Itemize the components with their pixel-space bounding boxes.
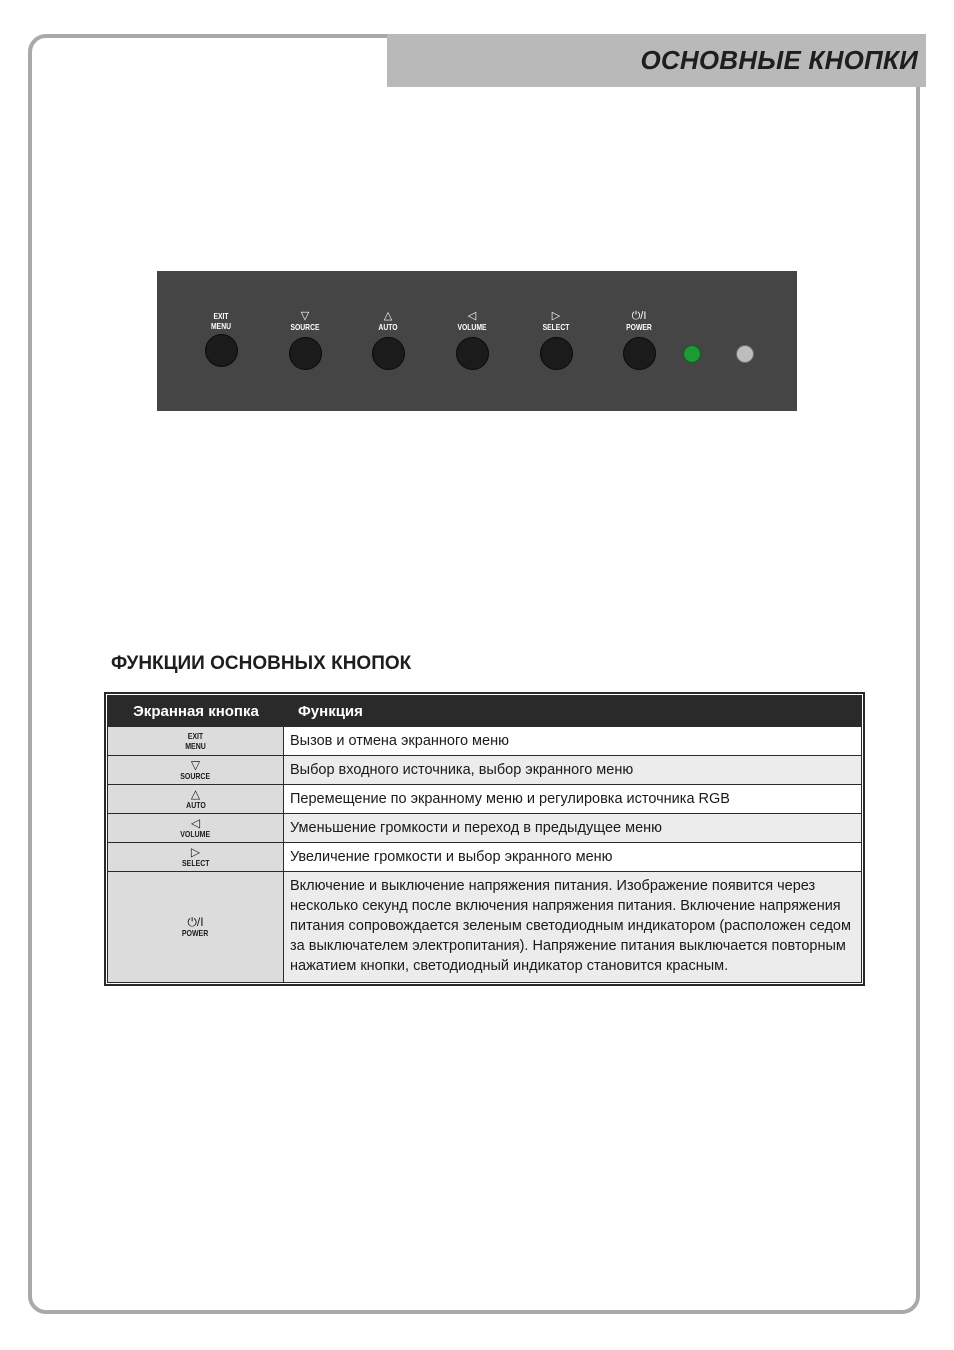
table-row <box>108 871 861 982</box>
power-icon: ⏻/I <box>187 914 204 929</box>
button-knob[interactable] <box>456 337 489 370</box>
power-button[interactable] <box>604 311 674 370</box>
select-button[interactable] <box>521 311 591 370</box>
button-label: SELECT <box>542 322 570 332</box>
button-label: SOURCE <box>180 770 211 781</box>
right-triangle-icon: ▷ <box>190 844 201 859</box>
table-row <box>108 842 861 871</box>
button-label: POWER <box>626 322 652 332</box>
button-cell <box>108 843 284 871</box>
column-header-button: Экранная кнопка <box>133 702 259 720</box>
table-row <box>108 784 861 813</box>
left-triangle-icon: ◁ <box>467 310 477 322</box>
functions-table <box>104 692 865 986</box>
auto-button[interactable] <box>353 311 423 370</box>
button-label: VOLUME <box>180 828 211 839</box>
button-cell <box>108 872 284 982</box>
table-row <box>108 755 861 784</box>
button-knob[interactable] <box>289 337 322 370</box>
function-cell: Вызов и отмена экранного меню <box>284 727 861 755</box>
button-label: SELECT <box>181 857 210 868</box>
power-icon: ⏻/I <box>631 310 647 322</box>
down-triangle-icon: ▽ <box>300 310 310 322</box>
page-title: ОСНОВНЫЕ КНОПКИ <box>640 45 918 75</box>
button-label: AUTO <box>185 799 206 810</box>
table-row <box>108 726 861 755</box>
control-panel <box>157 271 797 411</box>
button-label: VOLUME <box>457 322 487 332</box>
button-cell <box>108 814 284 842</box>
up-triangle-icon: △ <box>190 786 201 801</box>
function-cell: Уменьшение громкости и переход в предыдущее меню <box>284 814 861 842</box>
table-row <box>108 813 861 842</box>
column-header-function: Функция <box>298 702 363 720</box>
exit-menu-button[interactable] <box>186 311 256 367</box>
button-cell <box>108 756 284 784</box>
button-knob[interactable] <box>372 337 405 370</box>
section-title: ФУНКЦИИ ОСНОВНЫХ КНОПОК <box>111 653 412 674</box>
source-button[interactable] <box>270 311 340 370</box>
button-label: MENU <box>210 321 232 331</box>
button-label: AUTO <box>378 322 398 332</box>
button-knob[interactable] <box>205 334 238 367</box>
button-cell <box>108 785 284 813</box>
button-label: SOURCE <box>290 322 320 332</box>
green-led <box>683 345 701 363</box>
button-cell <box>108 727 284 755</box>
up-triangle-icon: △ <box>383 310 393 322</box>
button-label: MENU <box>185 741 206 751</box>
header-band <box>387 34 926 87</box>
button-label: POWER <box>182 927 209 938</box>
volume-button[interactable] <box>437 311 507 370</box>
button-label: EXIT <box>187 731 204 741</box>
right-triangle-icon: ▷ <box>551 310 561 322</box>
button-knob[interactable] <box>540 337 573 370</box>
button-label: EXIT <box>213 311 229 321</box>
button-knob[interactable] <box>623 337 656 370</box>
table-header <box>108 696 861 726</box>
left-triangle-icon: ◁ <box>190 815 201 830</box>
function-cell: Увеличение громкости и выбор экранного меню <box>284 843 861 871</box>
function-cell: Перемещение по экранному меню и регулировка источника RGB <box>284 785 861 813</box>
function-cell: Выбор входного источника, выбор экранного меню <box>284 756 861 784</box>
down-triangle-icon: ▽ <box>190 757 201 772</box>
function-cell: Включение и выключение напряжения питания. Изображение появится через несколько секунд после включения напряжения питания. Включение напряжения питания сопровождается зеленым светодиодным индикатором (расположен седом за выключателем электропитания). Напряжение питания выключается повторным нажатием кнопки, светодиодный индикатор становится красным. <box>284 872 861 982</box>
grey-led <box>736 345 754 363</box>
